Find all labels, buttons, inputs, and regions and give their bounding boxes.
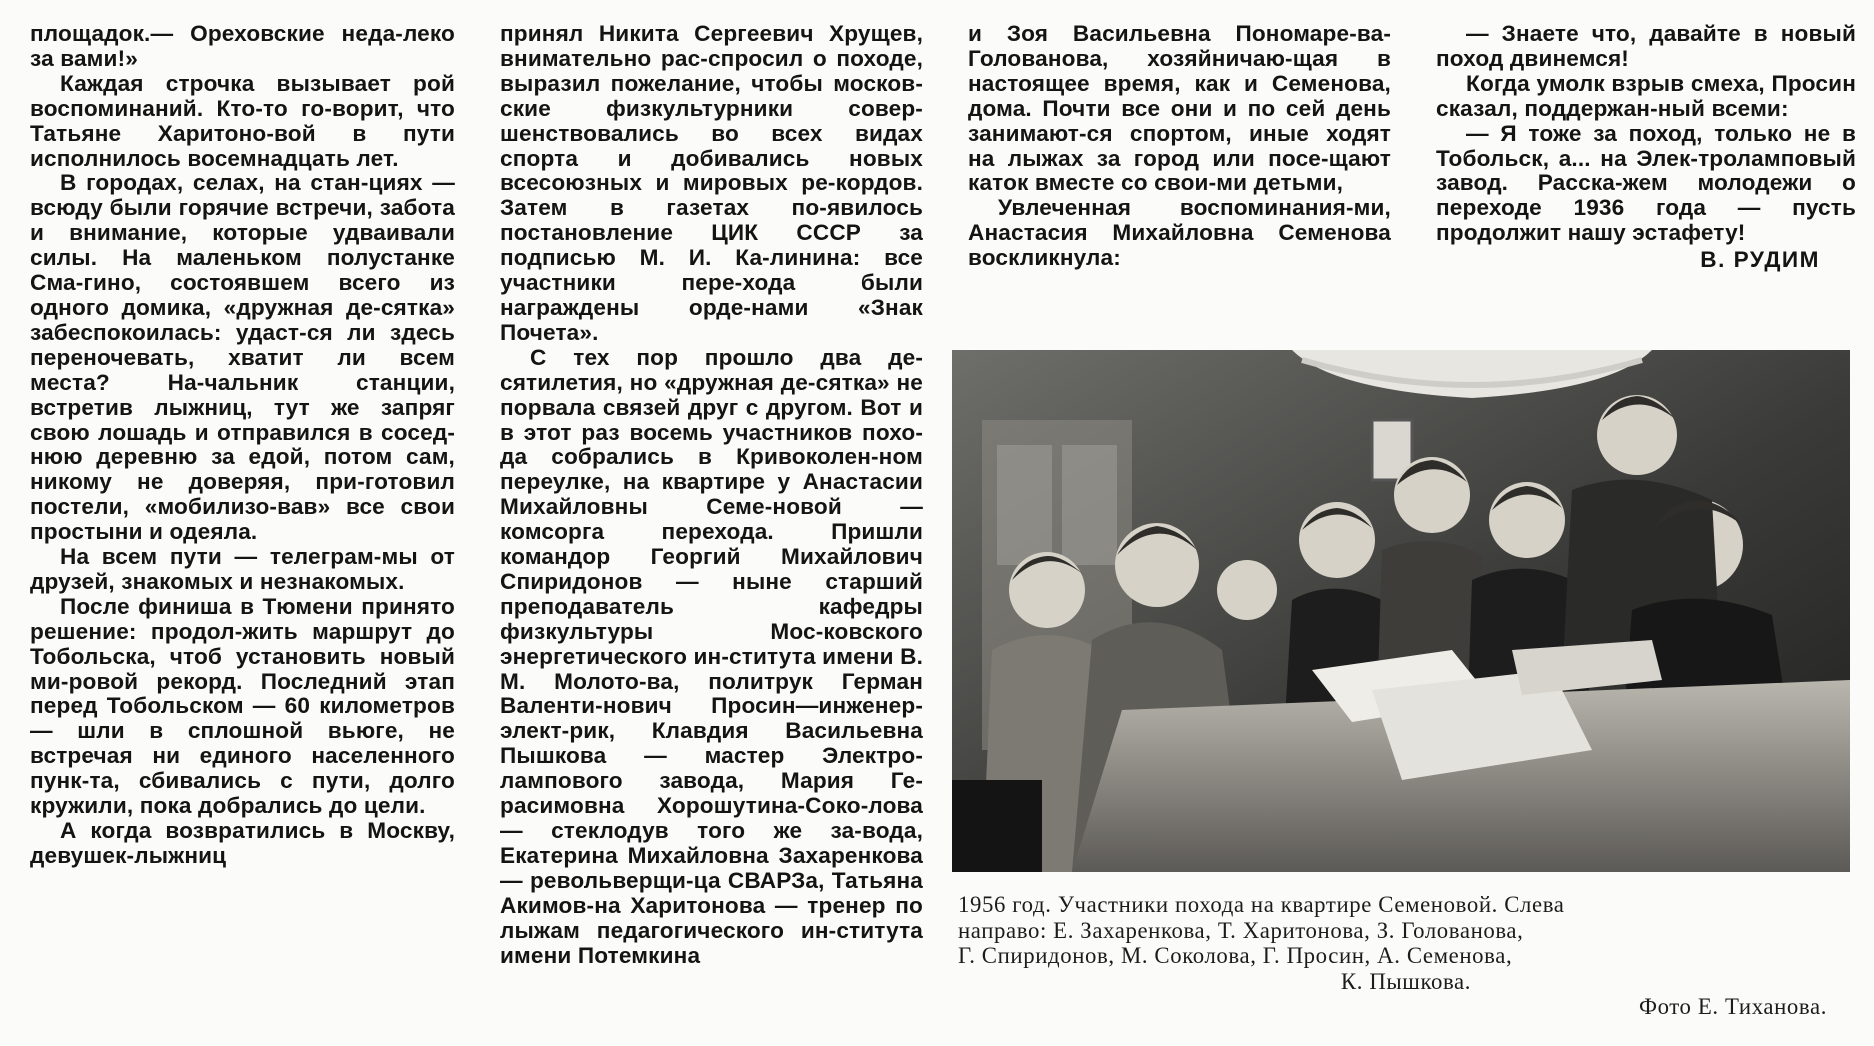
group-photo-illustration bbox=[952, 350, 1850, 872]
paragraph: А когда возвратились в Москву, девушек-лыжниц bbox=[30, 818, 455, 868]
paragraph: После финиша в Тюмени принято решение: продол-жить маршрут до Тобольска, чтоб установить новый ми-ровой рекорд. Последний этап перед Тобольском — 60 километров — шли в сплошной вьюге, не встречая ни единого населенного пунк-та, сбивались с пути, долго кружили, пока добрались до цели. bbox=[30, 593, 455, 819]
paragraph: Каждая строчка вызывает рой воспоминаний. Кто-то го-ворит, что Татьяне Харитоно-вой в пути исполнилось восемнадцать лет. bbox=[30, 70, 455, 171]
photo-credit: Фото Е. Тиханова. bbox=[1638, 994, 1827, 1019]
paragraph: и Зоя Васильевна Пономаре-ва-Голованова, хозяйничаю-щая в настоящее время, как и Семенова, дома. Почти все они и по сей день занимают-ся спортом, иные ходят на лыжах за город или посе-щают каток вместе со свои-ми детьми, bbox=[968, 21, 1391, 196]
paragraph: В городах, селах, на стан-циях — всюду были горячие встречи, забота и внимание, которые удваивали силы. На маленьком полустанке Сма-гино, состоявшем всего из одного домика, «дружная де-сятка» забеспокоилась: удаст-ся ли здесь переночевать, хватит ли всем места? На-чальник станции, встретив лыжниц, тут же запряг свою лошадь и отправился в сосед-нюю деревню за едой, потом сам, никому не доверяя, при-готовил постели, «мобилизо-вав» все свои простыни и одеяла. bbox=[30, 170, 455, 545]
paragraph: принял Никита Сергеевич Хрущев, внимательно рас-спросил о походе, выразил пожелание, чтобы москов-ские физкультурники совер-шенствовались во всех видах спорта и добивались новых всесоюзных и мировых ре-кордов. Затем в газетах по-явилось постановление ЦИК СССР за подписью М. И. Ка-линина: все участники пере-хода были награждены орде-нами «Знак Почета». bbox=[500, 21, 923, 345]
group-photo bbox=[952, 350, 1850, 872]
paragraph: На всем пути — телеграм-мы от друзей, знакомых и незнакомых. bbox=[30, 544, 455, 594]
text-column-4 bbox=[1436, 22, 1856, 273]
paragraph: площадок.— Ореховские неда-леко за вами!» bbox=[30, 21, 455, 71]
caption-line: К. Пышкова. bbox=[1340, 968, 1472, 994]
author-signature: В. РУДИМ bbox=[1700, 247, 1820, 273]
caption-line: 1956 год. Участники похода на квартире Семеновой. Слева bbox=[958, 892, 1565, 917]
paragraph: Когда умолк взрыв смеха, Просин сказал, поддержан-ный всеми: bbox=[1436, 70, 1856, 121]
paragraph: — Я тоже за поход, только не в Тобольск, а... на Элек-троламповый завод. Расска-жем молодежи о переходе 1936 года — пусть продолжит нашу эстафету! bbox=[1436, 120, 1856, 246]
paragraph: Увлеченная воспоминания-ми, Анастасия Михайловна Семенова воскликнула: bbox=[968, 195, 1391, 271]
text-column-3 bbox=[968, 22, 1391, 271]
caption-line: направо: Е. Захаренкова, Т. Харитонова, З. Голованова, bbox=[958, 917, 1524, 943]
text-column-2 bbox=[500, 22, 923, 968]
paragraph: — Знаете что, давайте в новый поход двинемся! bbox=[1436, 21, 1856, 71]
paragraph: С тех пор прошло два де-сятилетия, но «дружная де-сятка» не порвала связей друг с другом. Вот и в этот раз восемь участников похо-да собрались в Кривоколен-ном переулке, на квартире у Анастасии Михайловны Семе-новой — комсорга перехода. Пришли командор Георгий Михайлович Спиридонов — ныне старший преподаватель кафедры физкультуры Мос-ковского энергетического ин-ститута имени В. М. Молото-ва, политрук Герман Валенти-нович Просин—инженер-элект-рик, Клавдия Васильевна Пышкова — мастер Электро-лампового завода, Мария Ге-расимовна Хорошутина-Соко-лова — стеклодув того же за-вода, Екатерина Михайловна Захаренкова — револьверщи-ца СВАРЗа, Татьяна Акимов-на Харитонова — тренер по лыжам педагогического ин-ститута имени Потемкина bbox=[500, 344, 923, 968]
photo-caption bbox=[958, 892, 1854, 994]
caption-line: Г. Спиридонов, М. Соколова, Г. Просин, А. Семенова, bbox=[958, 943, 1513, 969]
text-column-1 bbox=[30, 22, 455, 869]
